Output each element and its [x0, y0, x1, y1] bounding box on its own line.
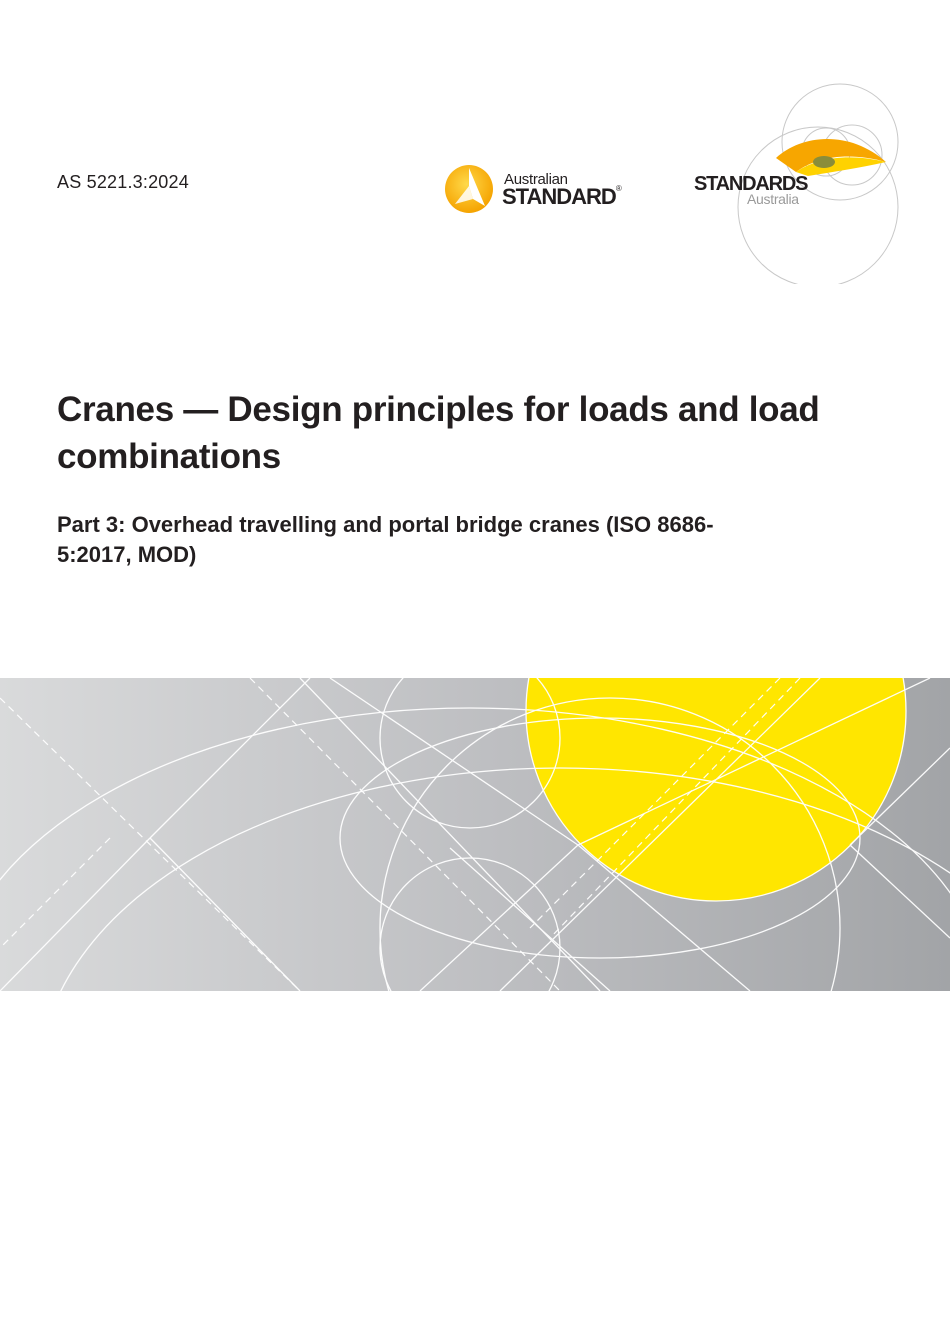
decorative-geometric-banner	[0, 678, 950, 991]
document-title: Cranes — Design principles for loads and load combinations	[57, 390, 820, 476]
logo-text-australian: Australian	[504, 171, 568, 188]
standard-number: AS 5221.3:2024	[57, 172, 189, 192]
document-subtitle: Part 3: Overhead travelling and portal bridge cranes (ISO 8686-5:2017, MOD)	[57, 512, 714, 567]
australian-standard-emblem-icon	[443, 164, 499, 214]
standards-australia-logo	[690, 72, 920, 284]
logo-text-standards: STANDARDS	[694, 173, 808, 195]
logo-text-australia: Australia	[747, 191, 799, 207]
logo-text-standard: STANDARD®	[502, 184, 621, 209]
australian-standard-logo	[443, 164, 633, 214]
